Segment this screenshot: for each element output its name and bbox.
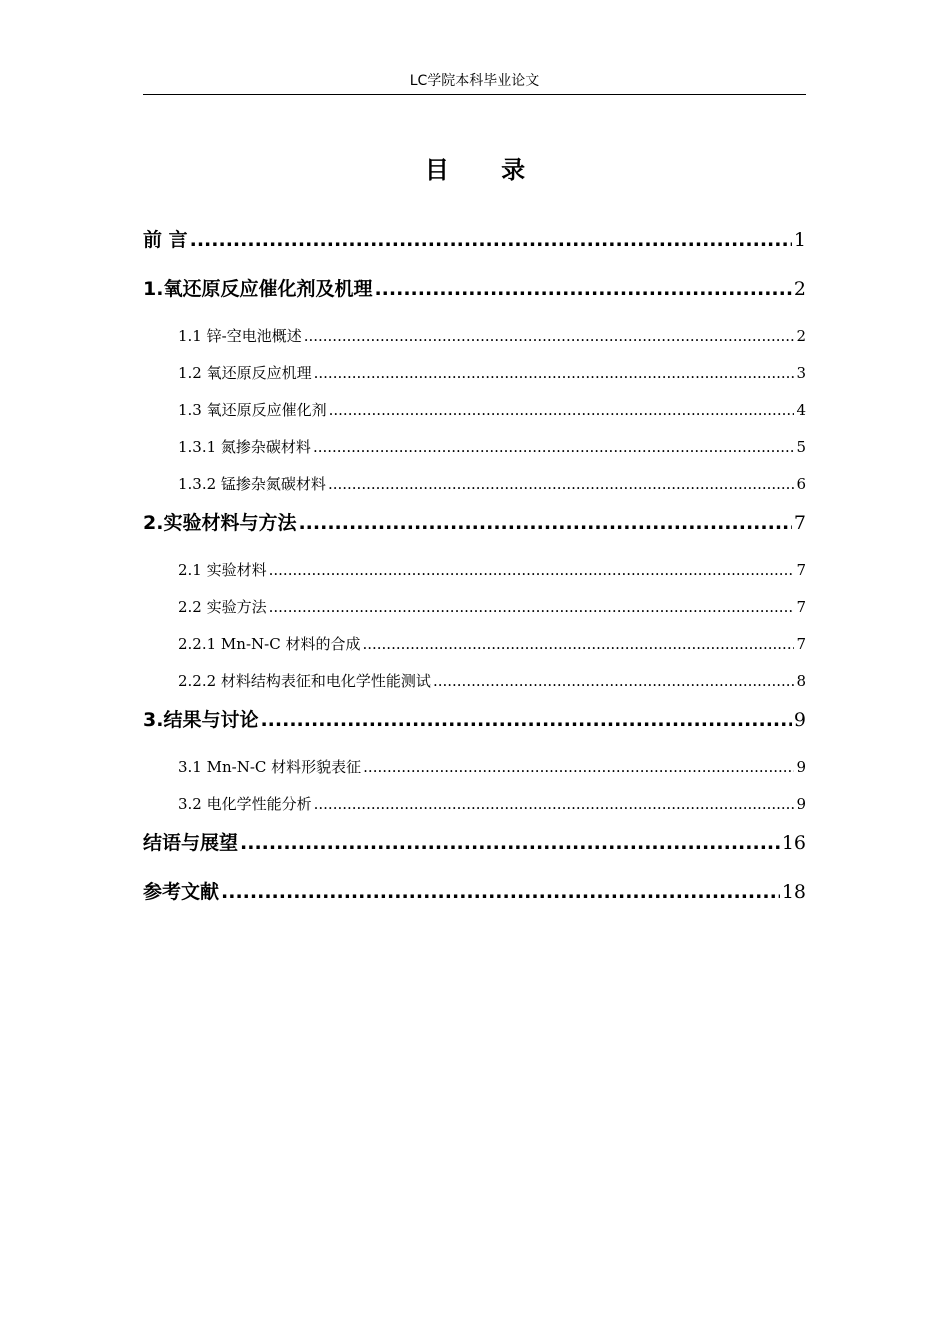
toc-entry	[143, 220, 806, 269]
toc-leader-dots	[269, 552, 795, 589]
toc-entry	[143, 355, 806, 392]
toc-entry-page: 2	[796, 327, 806, 345]
toc-entry-label: 3.2 电化学性能分析	[178, 795, 312, 813]
toc-entry-label: 2.2.1 Mn-N-C 材料的合成	[178, 635, 361, 653]
toc-entry	[143, 392, 806, 429]
toc-entry-label: 3.结果与讨论	[143, 709, 259, 731]
page-title: 目 录	[424, 156, 548, 184]
toc-entry-page: 2	[793, 278, 806, 300]
toc-entry-page: 16	[781, 832, 806, 854]
toc-leader-dots	[313, 429, 795, 466]
toc-leader-dots	[363, 749, 794, 786]
toc-leader-dots	[269, 589, 795, 626]
toc-entry	[143, 786, 806, 823]
toc-entry-page: 9	[793, 709, 806, 731]
toc-entry	[143, 503, 806, 552]
toc-leader-dots	[190, 220, 792, 260]
toc-leader-dots	[304, 318, 795, 355]
toc-entry-page: 18	[781, 881, 806, 903]
toc-entry	[143, 700, 806, 749]
toc-entry-label: 3.1 Mn-N-C 材料形貌表征	[178, 758, 362, 776]
toc-entry-label: 1.3.2 锰掺杂氮碳材料	[178, 475, 326, 493]
toc-leader-dots	[329, 392, 795, 429]
toc-entry	[143, 626, 806, 663]
toc-entry-page: 3	[796, 364, 806, 382]
toc-entry-page: 7	[793, 512, 806, 534]
toc-entry-label: 参考文献	[143, 881, 220, 903]
toc-leader-dots	[260, 700, 791, 740]
toc-entry-page: 1	[793, 229, 806, 251]
toc-entry-page: 9	[796, 758, 806, 776]
toc-leader-dots	[433, 663, 795, 700]
toc-entry-label: 2.实验材料与方法	[143, 512, 297, 534]
toc-entry	[143, 663, 806, 700]
toc-leader-dots	[314, 786, 795, 823]
toc-entry-page: 7	[796, 561, 806, 579]
toc-entry	[143, 318, 806, 355]
toc-entry	[143, 823, 806, 872]
toc-entry	[143, 872, 806, 921]
toc-entry-label: 1.3 氧还原反应催化剂	[178, 401, 327, 419]
toc-entry-label: 2.1 实验材料	[178, 561, 267, 579]
toc-entry	[143, 466, 806, 503]
toc-entry	[143, 429, 806, 466]
page-header: LC学院本科毕业论文	[143, 70, 806, 95]
toc-leader-dots	[328, 466, 795, 503]
toc-entry	[143, 749, 806, 786]
toc-entry-label: 1.2 氧还原反应机理	[178, 364, 312, 382]
toc-entry-label: 2.2 实验方法	[178, 598, 267, 616]
toc-entry-label: 前 言	[143, 229, 188, 251]
toc-entry-label: 结语与展望	[143, 832, 239, 854]
table-of-contents	[143, 220, 806, 921]
toc-entry-page: 4	[796, 401, 806, 419]
toc-entry-label: 1.1 锌-空电池概述	[178, 327, 302, 345]
toc-entry	[143, 552, 806, 589]
toc-entry-page: 7	[796, 635, 806, 653]
toc-entry-page: 8	[796, 672, 806, 690]
toc-leader-dots	[298, 503, 791, 543]
toc-entry-label: 2.2.2 材料结构表征和电化学性能测试	[178, 672, 431, 690]
toc-entry-page: 9	[796, 795, 806, 813]
toc-entry	[143, 589, 806, 626]
toc-leader-dots	[240, 823, 780, 863]
toc-entry-page: 6	[796, 475, 806, 493]
toc-leader-dots	[221, 872, 780, 912]
toc-entry-page: 5	[796, 438, 806, 456]
toc-entry	[143, 269, 806, 318]
toc-entry-page: 7	[796, 598, 806, 616]
toc-entry-label: 1.氧还原反应催化剂及机理	[143, 278, 373, 300]
toc-leader-dots	[374, 269, 791, 309]
toc-leader-dots	[362, 626, 794, 663]
toc-leader-dots	[314, 355, 795, 392]
toc-entry-label: 1.3.1 氮掺杂碳材料	[178, 438, 311, 456]
